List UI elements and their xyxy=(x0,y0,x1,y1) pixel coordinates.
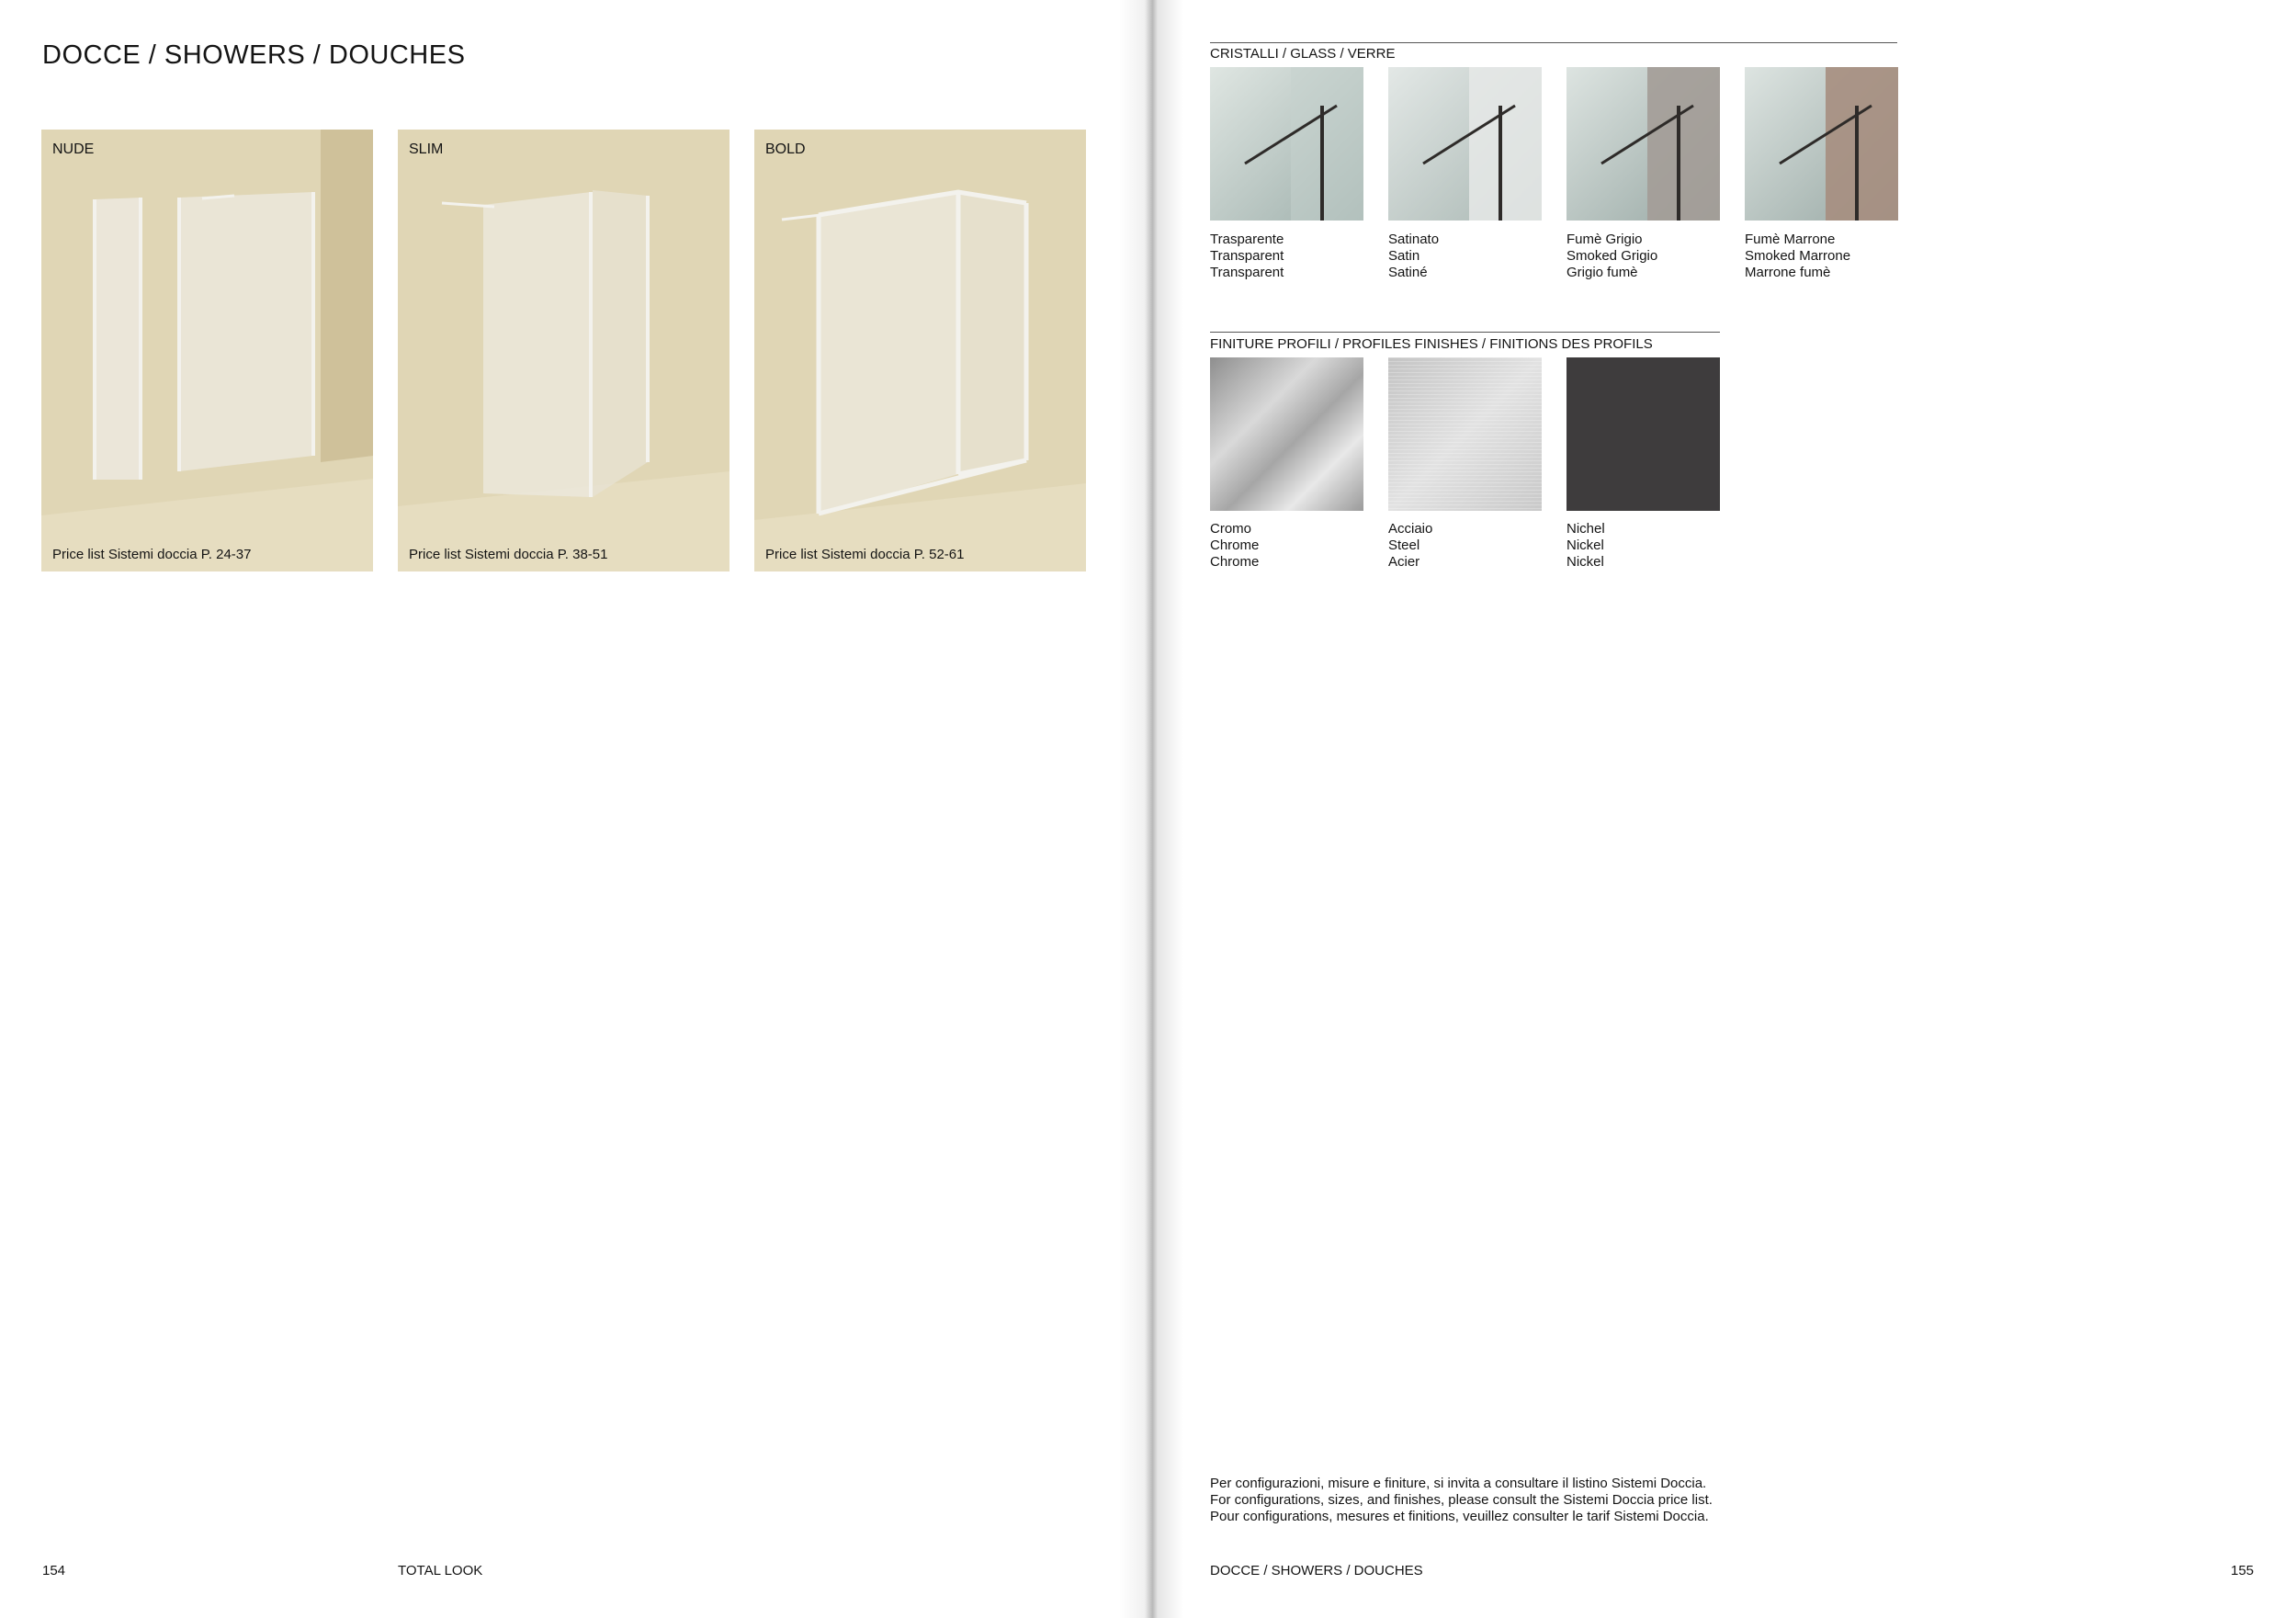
label-it: Nichel xyxy=(1566,521,1605,537)
label-en: Steel xyxy=(1388,537,1420,553)
glass-label xyxy=(1566,232,1657,281)
label-en: Chrome xyxy=(1210,537,1260,553)
card-name: SLIM xyxy=(409,141,444,157)
finish-label xyxy=(1388,521,1432,571)
label-fr: Marrone fumè xyxy=(1745,265,1831,280)
finish-swatch-nickel[interactable] xyxy=(1566,357,1720,511)
slim-shower-illustration xyxy=(398,130,730,571)
label-it: Cromo xyxy=(1210,521,1252,537)
note-fr: Pour configurations, mesures et finitions, veuillez consulter le tarif Sistemi Doccia. xyxy=(1210,1509,1709,1524)
page-number: 155 xyxy=(2231,1563,2255,1578)
card-price-ref: Price list Sistemi doccia P. 38-51 xyxy=(409,547,608,562)
label-fr: Satiné xyxy=(1388,265,1428,280)
glass-heading: CRISTALLI / GLASS / VERRE xyxy=(1210,46,1396,62)
glass-sample-image xyxy=(1745,67,1898,221)
product-card-slim[interactable] xyxy=(398,130,730,571)
label-en: Satin xyxy=(1388,248,1420,264)
finishes-heading: FINITURE PROFILI / PROFILES FINISHES / FINITIONS DES PROFILS xyxy=(1210,336,1653,352)
product-card-nude[interactable] xyxy=(41,130,373,571)
section-divider xyxy=(1210,332,1720,333)
card-price-ref: Price list Sistemi doccia P. 52-61 xyxy=(765,547,965,562)
finish-label xyxy=(1566,521,1605,571)
label-fr: Acier xyxy=(1388,554,1420,570)
label-en: Smoked Grigio xyxy=(1566,248,1658,264)
finish-sample-image xyxy=(1210,357,1363,511)
glass-swatch-smoked-brown[interactable] xyxy=(1745,67,1898,221)
label-it: Trasparente xyxy=(1210,232,1284,247)
glass-sample-image xyxy=(1566,67,1720,221)
label-it: Fumè Grigio xyxy=(1566,232,1643,247)
label-fr: Transparent xyxy=(1210,265,1284,280)
finish-sample-image xyxy=(1388,357,1542,511)
glass-label xyxy=(1210,232,1284,281)
label-fr: Chrome xyxy=(1210,554,1260,570)
glass-sample-image xyxy=(1210,67,1363,221)
label-it: Satinato xyxy=(1388,232,1440,247)
note-en: For configurations, sizes, and finishes, please consult the Sistemi Doccia price list. xyxy=(1210,1492,1713,1508)
finish-swatch-chrome[interactable] xyxy=(1210,357,1363,511)
label-en: Transparent xyxy=(1210,248,1284,264)
card-name: BOLD xyxy=(765,141,806,157)
card-price-ref: Price list Sistemi doccia P. 24-37 xyxy=(52,547,252,562)
nude-shower-illustration xyxy=(41,130,373,571)
finish-label xyxy=(1210,521,1259,571)
bold-shower-illustration xyxy=(754,130,1086,571)
glass-swatch-smoked-grey[interactable] xyxy=(1566,67,1720,221)
glass-sample-image xyxy=(1388,67,1542,221)
price-list-note xyxy=(1210,1476,1713,1525)
label-en: Smoked Marrone xyxy=(1745,248,1851,264)
finish-swatch-steel[interactable] xyxy=(1388,357,1542,511)
footer-section: DOCCE / SHOWERS / DOUCHES xyxy=(1210,1563,1423,1578)
page-number: 154 xyxy=(42,1563,66,1578)
glass-swatch-satin[interactable] xyxy=(1388,67,1542,221)
label-fr: Nickel xyxy=(1566,554,1604,570)
footer-section: TOTAL LOOK xyxy=(398,1563,483,1578)
label-it: Fumè Marrone xyxy=(1745,232,1836,247)
glass-swatch-transparent[interactable] xyxy=(1210,67,1363,221)
card-name: NUDE xyxy=(52,141,95,157)
glass-label xyxy=(1388,232,1439,281)
glass-label xyxy=(1745,232,1850,281)
page-title: DOCCE / SHOWERS / DOUCHES xyxy=(42,40,466,70)
note-it: Per configurazioni, misure e finiture, si invita a consultare il listino Sistemi Doccia. xyxy=(1210,1476,1707,1491)
product-card-bold[interactable] xyxy=(754,130,1086,571)
section-divider xyxy=(1210,42,1897,43)
label-fr: Grigio fumè xyxy=(1566,265,1638,280)
label-it: Acciaio xyxy=(1388,521,1433,537)
right-page xyxy=(1148,0,2296,1618)
label-en: Nickel xyxy=(1566,537,1604,553)
